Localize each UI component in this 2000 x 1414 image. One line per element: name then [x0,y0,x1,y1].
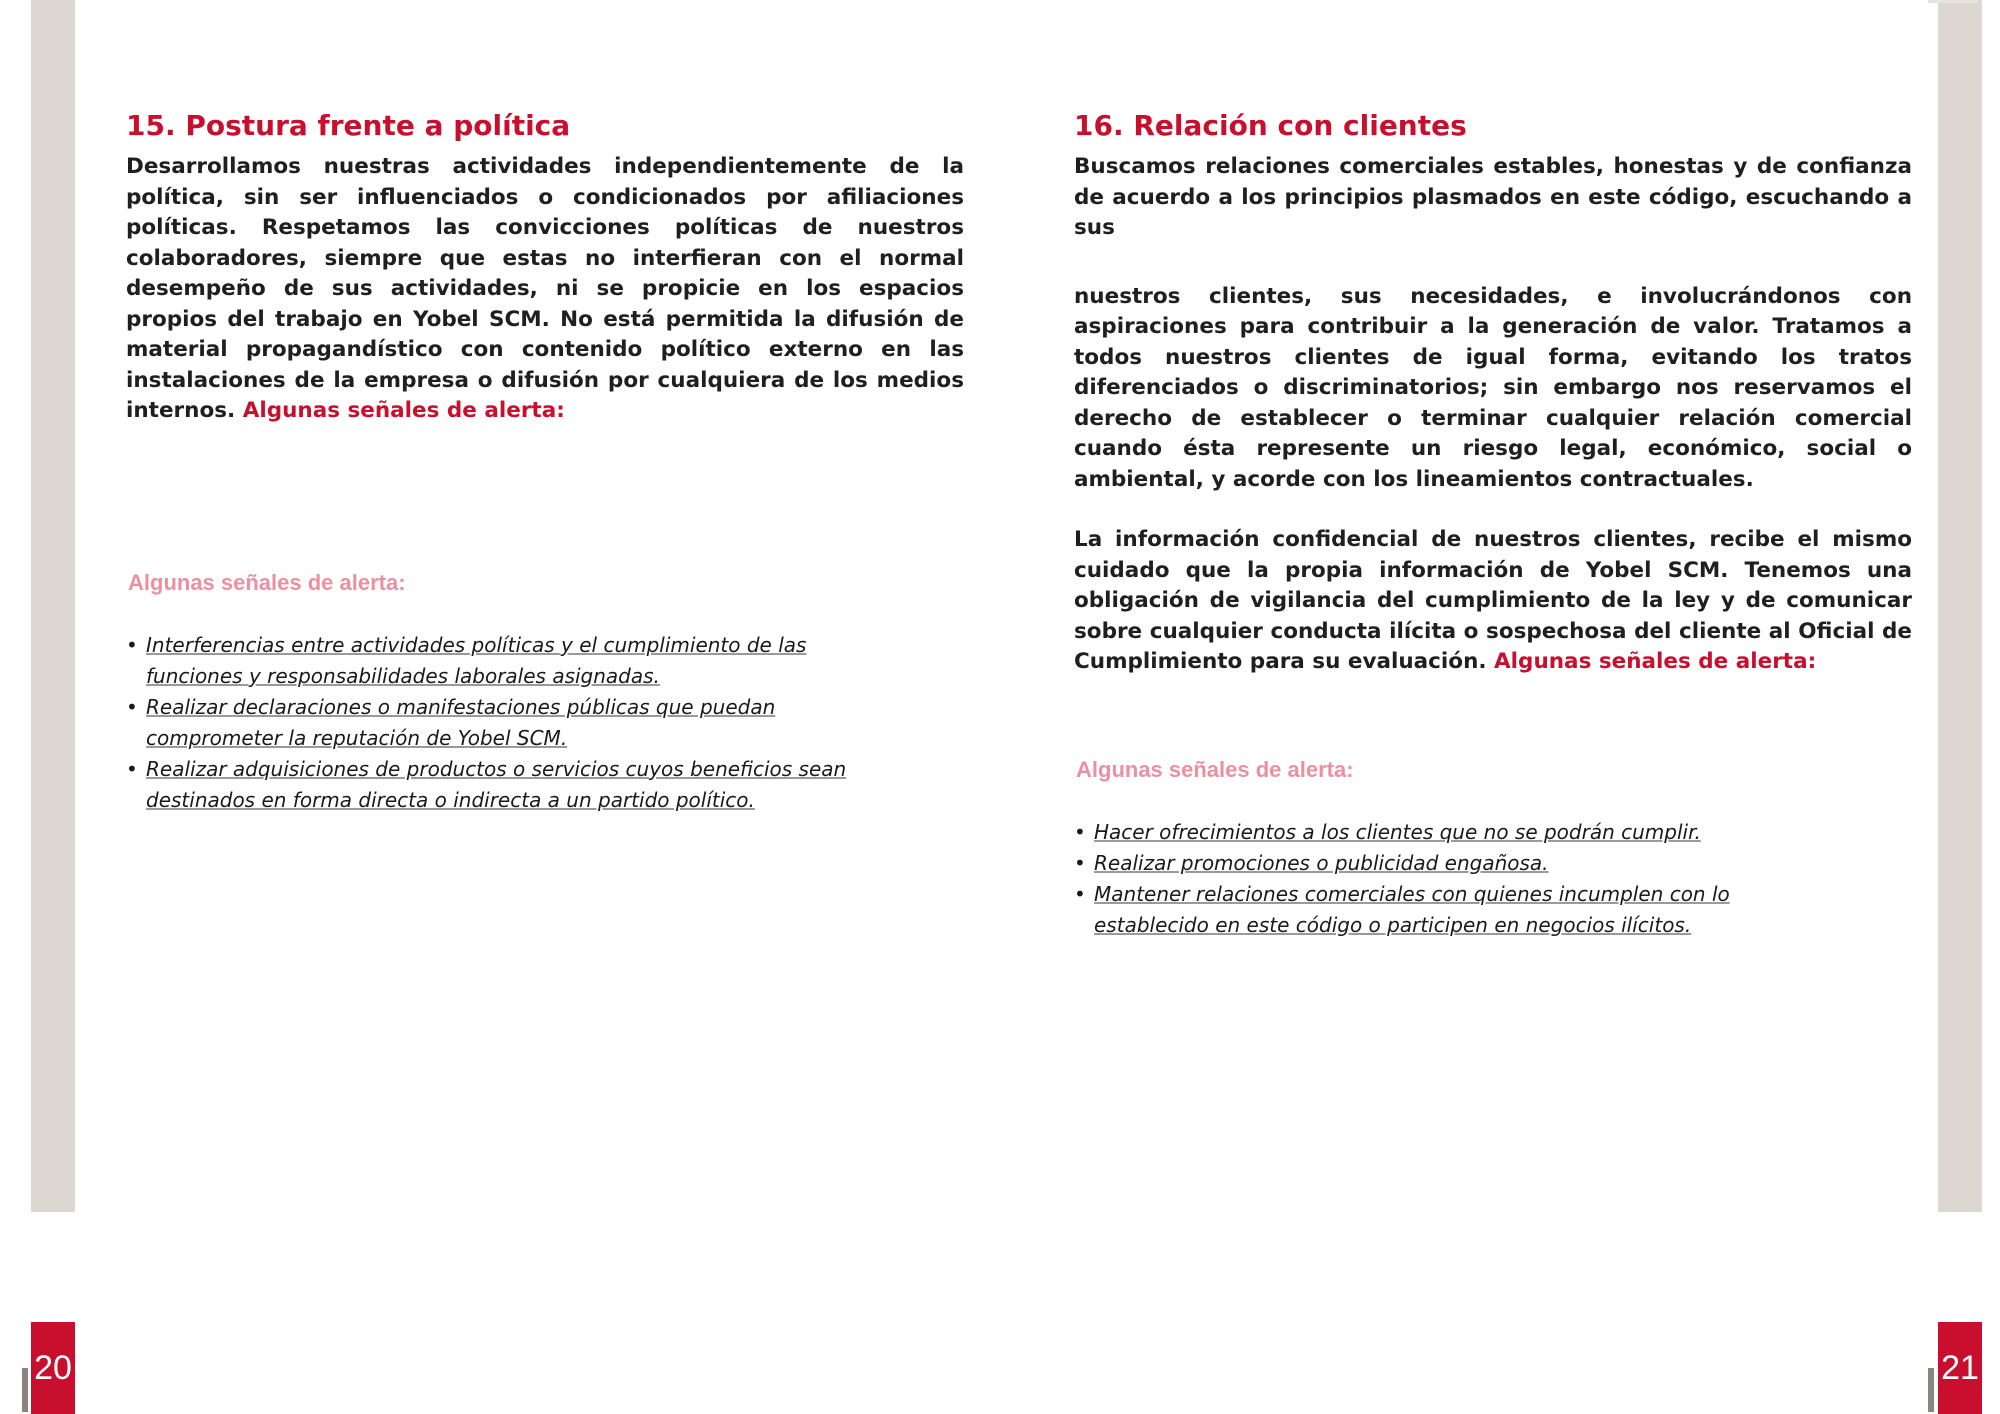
page-number-mark-right [1928,1368,1934,1412]
right-margin-bar [1938,0,1982,1212]
section-15-paragraph: Desarrollamos nuestras actividades independientemente de la política, sin ser influenciados o condicionados por afiliaciones políticas. Respetamos las convicciones políticas de nuestros colaboradores, siempre que estas no interfieran con el normal desempeño de sus actividades, ni se propicie en los espacios propios del trabajo en Yobel SCM. No está permitida la difusión de material propagandístico con contenido político externo en las instalaciones de la empresa o difusión por cualquiera de los medios internos. [126,154,964,423]
section-15-heading: 15. Postura frente a política [126,109,571,142]
section-16-body-3: La información confidencial de nuestros clientes, recibe el mismo cuidado que la propia información de Yobel SCM. Tenemos una obligación de vigilancia del cumplimiento de la ley y de comunicar sobre cualquier conducta ilícita o sospechosa del cliente al Oficial de Cumplimiento para su evaluación. [1074,527,1912,674]
section-15-alert-list [126,630,866,816]
section-16-body-1: Buscamos relaciones comerciales estables, honestas y de confianza de acuerdo a los principios plasmados en este código, escuchando a sus [1074,154,1912,240]
section-15-alert-title: Algunas señales de alerta: [128,570,406,595]
list-item: • Realizar adquisiciones de productos o servicios cuyos beneficios sean destinados en forma directa o indirecta a un partido político. [126,754,866,816]
list-item: • Mantener relaciones comerciales con quienes incumplen con lo establecido en este código o participen en negocios ilícitos. [1074,879,1794,941]
page-number-mark-left [22,1368,28,1412]
page-number-right: 21 [1938,1322,1982,1414]
page-number-left: 20 [31,1322,75,1414]
list-item: • Hacer ofrecimientos a los clientes que no se podrán cumplir. [1074,817,1794,848]
left-page-content [126,108,964,427]
section-16-body-2: nuestros clientes, sus necesidades, e involucrándonos con aspiraciones para contribuir a la generación de valor. Tratamos a todos nuestros clientes de igual forma, evitando los tratos diferenciados o discriminatorios; sin embargo nos reservamos el derecho de establecer o terminar cualquier relación comercial cuando ésta represente un riesgo legal, económico, social o ambiental, y acorde con los lineamientos contractuales. [1074,283,1912,492]
section-15-alert-inline: Algunas señales de alerta: [242,398,565,423]
section-16-alert-inline: Algunas señales de alerta: [1494,649,1817,674]
section-16-alert-title: Algunas señales de alerta: [1076,757,1354,782]
section-15-body [126,152,964,427]
section-16-alert-list [1074,817,1794,941]
list-item: • Interferencias entre actividades políticas y el cumplimiento de las funciones y responsabilidades laborales asignadas. [126,630,866,692]
corner-tick [1928,0,1978,3]
list-item: • Realizar declaraciones o manifestaciones públicas que puedan comprometer la reputación de Yobel SCM. [126,692,866,754]
section-16-heading: 16. Relación con clientes [1074,109,1467,142]
section-16-body-3-wrapper [1074,525,1912,678]
list-item: • Realizar promociones o publicidad engañosa. [1074,848,1794,879]
left-margin-bar [31,0,75,1212]
right-page-content [1074,108,1912,678]
